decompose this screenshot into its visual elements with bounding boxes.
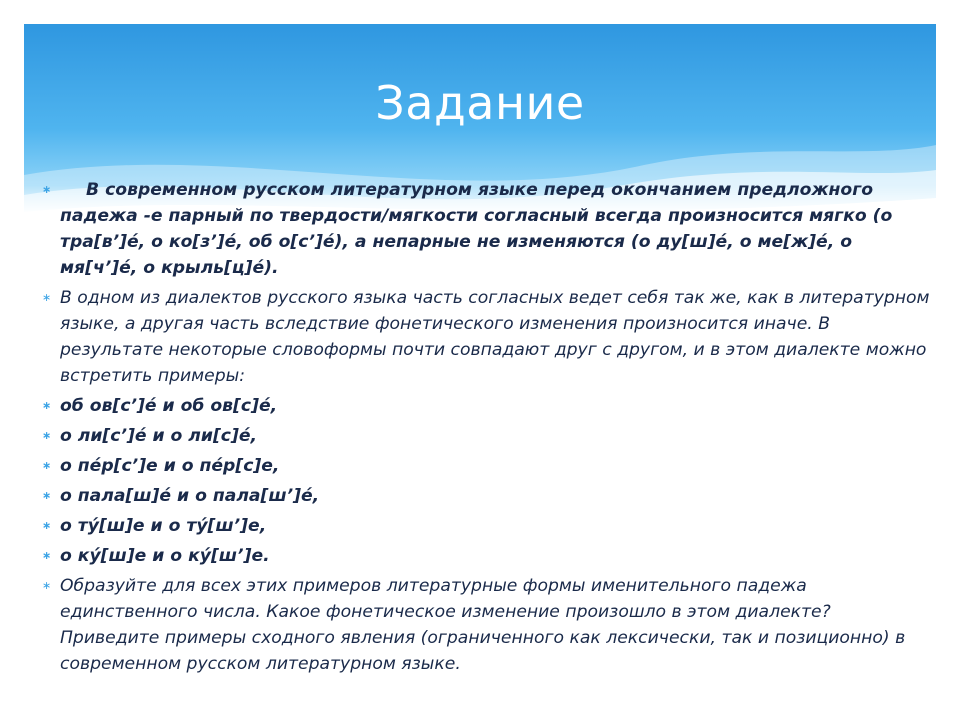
- bullet-icon: ∗: [42, 399, 52, 412]
- list-item: [40, 177, 930, 281]
- list-item: [40, 483, 930, 509]
- list-item-text: о тý[ш]е и о тý[ш’]е,: [60, 516, 267, 536]
- list-item: [40, 573, 930, 677]
- bullet-icon: ∗: [42, 519, 52, 532]
- list-item: [40, 513, 930, 539]
- bullet-icon: ∗: [42, 459, 52, 472]
- list-item-text: о кý[ш]е и о кý[ш’]е.: [60, 546, 270, 566]
- list-item: [40, 453, 930, 479]
- list-item-text: В одном из диалектов русского языка часть согласных ведет себя так же, как в литературном языке, а другая часть вследствие фонетического изменения произносится иначе. В результате некоторые словоформы почти совпадают друг с другом, и в этом диалекте можно встретить примеры:: [60, 288, 930, 386]
- list-item: [40, 285, 930, 389]
- list-item-text: В современном русском литературном языке перед окончанием предложного падежа -е парный по твердости/мягкости согласный всегда произносится мягко (о тра[в’]é, о ко[з’]é, об о[с’]é), а непарные не изменяются (о ду[ш]é, о ме[ж]é, о мя[ч’]é, о крыль[ц]é).: [60, 180, 893, 278]
- bullet-icon: ∗: [42, 489, 52, 502]
- list-item: [40, 393, 930, 419]
- bullet-icon: ∗: [42, 429, 52, 442]
- list-item-text: о ли[с’]é и о ли[с]é,: [60, 426, 258, 446]
- bullet-icon: ∗: [42, 549, 52, 562]
- bullet-icon: ∗: [42, 183, 52, 196]
- list-item-text: о пéр[с’]е и о пéр[с]е,: [60, 456, 280, 476]
- list-item-text: об ов[с’]é и об ов[с]é,: [60, 396, 278, 416]
- bullet-icon: ∗: [42, 291, 52, 304]
- list-item: [40, 423, 930, 449]
- list-item-text: о пала[ш]é и о пала[ш’]é,: [60, 486, 320, 506]
- list-item: [40, 543, 930, 569]
- bullet-list: [40, 177, 930, 681]
- slide-title: Задание: [375, 76, 585, 130]
- bullet-icon: ∗: [42, 579, 52, 592]
- list-item-text: Образуйте для всех этих примеров литературные формы именительного падежа единственного числа. Какое фонетическое изменение произошло в этом диалекте? Приведите примеры сходного явления (ограниченного как лексически, так и позиционно) в современном русском литературном языке.: [60, 576, 906, 674]
